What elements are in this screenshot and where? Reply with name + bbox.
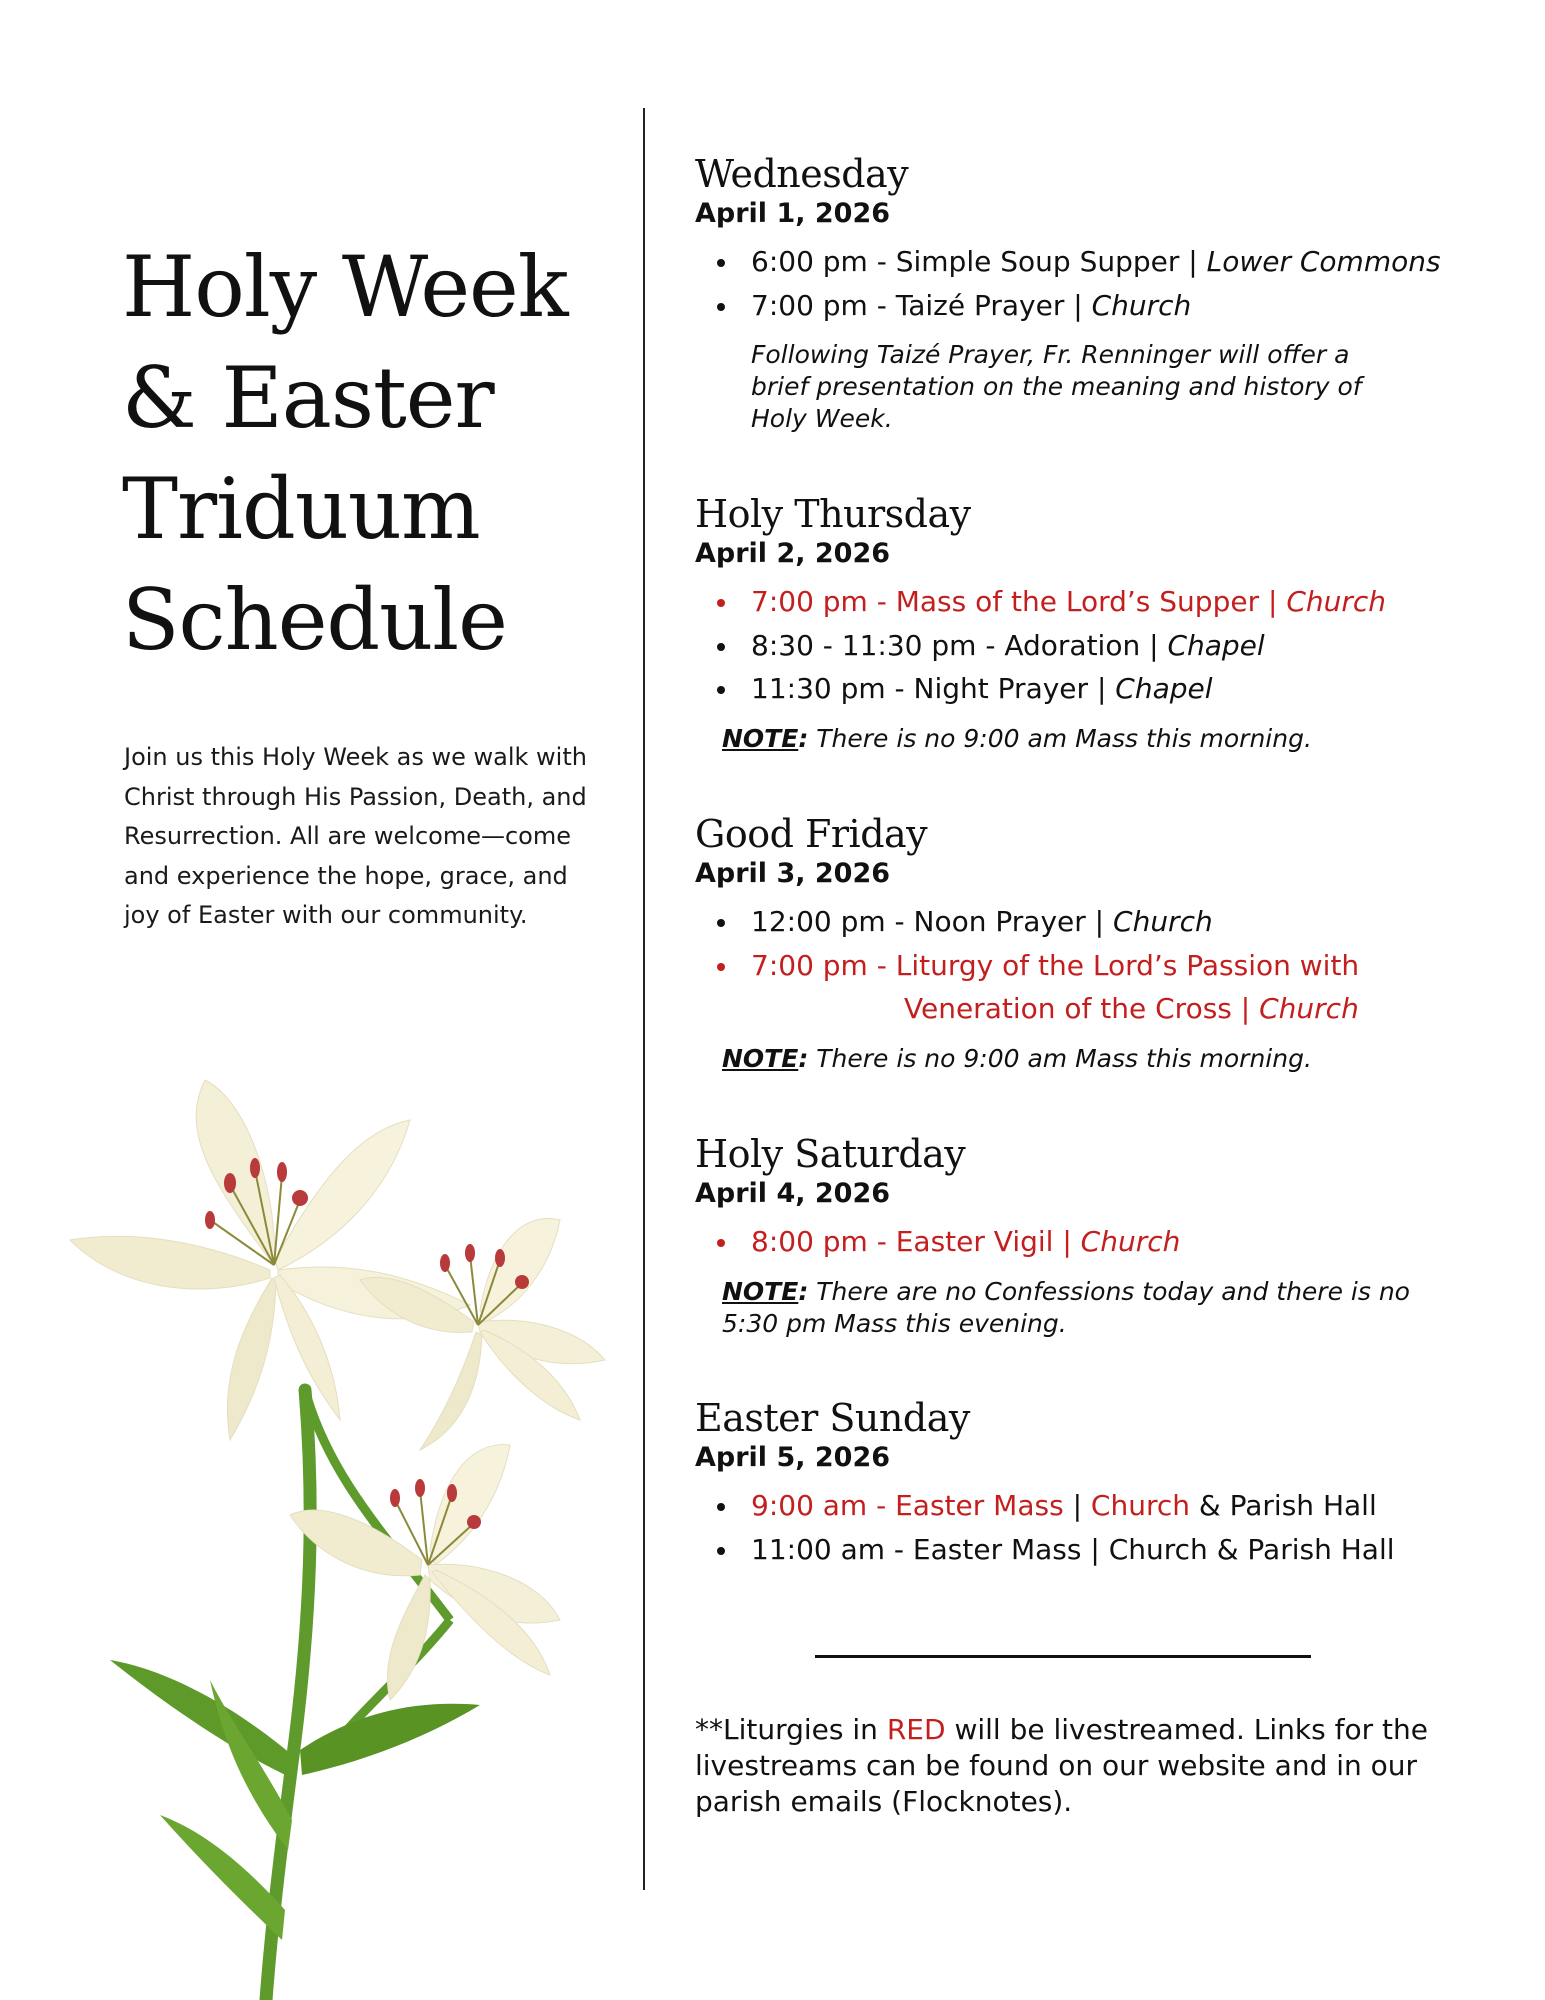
- section-rule: [815, 1655, 1311, 1658]
- lily-illustration: [60, 1060, 620, 2000]
- bullet-dot-icon: [717, 303, 725, 311]
- day-date: April 1, 2026: [695, 198, 891, 229]
- event-item: [695, 900, 1495, 944]
- event-continuation-text: Veneration of the Cross |: [904, 992, 1260, 1025]
- event-text: 8:00 pm - Easter Vigil |: [751, 1225, 1081, 1258]
- event-continuation: [751, 987, 1495, 1031]
- bullet-dot-icon: [717, 1503, 725, 1511]
- event-location: Church: [1286, 585, 1387, 618]
- event-item: [695, 624, 1495, 668]
- note-label: NOTE: [722, 1043, 799, 1073]
- title-line-2: & Easter: [122, 349, 494, 447]
- title-line-1: Holy Week: [122, 238, 568, 336]
- event-item-livestreamed: [695, 944, 1495, 1031]
- footnote-after: will be livestreamed. Links for the livestreams can be found on our website and in our parish emails (Flocknotes).: [695, 1713, 1428, 1818]
- bullet-dot-icon: [717, 686, 725, 694]
- event-location: Church: [1090, 1489, 1190, 1522]
- day-note: NOTE: There is no 9:00 am Mass this morning.: [722, 723, 1312, 753]
- day-name: Good Friday: [695, 812, 928, 856]
- note-label: NOTE: [722, 1276, 799, 1306]
- event-text: 11:00 am - Easter Mass | Church & Parish Hall: [751, 1532, 1395, 1566]
- footnote-before: **Liturgies in: [695, 1713, 887, 1746]
- day-note: NOTE: There are no Confessions today and there is no 5:30 pm Mass this evening.: [722, 1276, 1410, 1338]
- livestream-footnote: [695, 1712, 1455, 1820]
- bullet-dot-icon: [717, 1239, 725, 1247]
- event-location: Church: [1259, 992, 1359, 1025]
- day-wednesday: [695, 152, 1495, 435]
- footnote-red-word: RED: [886, 1713, 946, 1746]
- event-item-livestreamed: [695, 1484, 1495, 1528]
- day-note: NOTE: There is no 9:00 am Mass this morning.: [722, 1043, 1312, 1073]
- event-item: [695, 284, 1495, 328]
- event-list: [695, 1484, 1495, 1571]
- event-item: [695, 240, 1495, 284]
- day-date: April 3, 2026: [695, 858, 891, 889]
- note-text: There are no Confessions today and there is no 5:30 pm Mass this evening.: [722, 1276, 1410, 1338]
- title-line-3: Triduum: [122, 460, 480, 558]
- event-location: Church: [1080, 1225, 1181, 1258]
- day-name: Easter Sunday: [695, 1396, 970, 1440]
- day-easter-sunday: [695, 1396, 1495, 1571]
- day-date: April 4, 2026: [695, 1178, 891, 1209]
- event-location: Lower Commons: [1206, 245, 1441, 278]
- page-title: [122, 232, 568, 676]
- event-text: 7:00 pm - Mass of the Lord’s Supper |: [751, 585, 1287, 618]
- day-holy-saturday: [695, 1132, 1495, 1340]
- event-separator: |: [1063, 1489, 1091, 1522]
- bullet-dot-icon: [717, 643, 725, 651]
- note-label: NOTE: [722, 723, 799, 753]
- event-text: 8:30 - 11:30 pm - Adoration |: [751, 628, 1168, 662]
- event-list: [695, 240, 1495, 327]
- event-text: 7:00 pm - Taizé Prayer |: [751, 288, 1092, 322]
- event-item-livestreamed: [695, 1220, 1495, 1264]
- day-date: April 5, 2026: [695, 1442, 891, 1473]
- note-text: There is no 9:00 am Mass this morning.: [816, 1043, 1312, 1073]
- event-location: Church: [1091, 288, 1192, 322]
- title-line-4: Schedule: [122, 571, 507, 669]
- day-holy-thursday: [695, 492, 1495, 755]
- event-text: 7:00 pm - Liturgy of the Lord’s Passion with: [751, 948, 1360, 982]
- event-text: 6:00 pm - Simple Soup Supper |: [751, 245, 1207, 278]
- event-list: [695, 580, 1495, 711]
- event-text: 11:30 pm - Night Prayer |: [751, 672, 1116, 705]
- bullet-dot-icon: [717, 919, 725, 927]
- event-text: 9:00 am - Easter Mass: [751, 1489, 1064, 1522]
- day-name: Holy Thursday: [695, 492, 971, 536]
- event-list: [695, 900, 1495, 1031]
- event-item-livestreamed: [695, 580, 1495, 624]
- event-location: Chapel: [1167, 628, 1265, 662]
- event-location: Chapel: [1115, 672, 1213, 705]
- event-text: 12:00 pm - Noon Prayer |: [751, 905, 1114, 938]
- bullet-dot-icon: [717, 963, 725, 971]
- event-item: [695, 1528, 1495, 1572]
- event-item: [695, 667, 1495, 711]
- day-date: April 2, 2026: [695, 538, 891, 569]
- day-name: Wednesday: [695, 152, 909, 196]
- event-location-suffix: & Parish Hall: [1190, 1489, 1377, 1522]
- bullet-dot-icon: [717, 259, 725, 267]
- note-text: There is no 9:00 am Mass this morning.: [816, 723, 1312, 753]
- event-location: Church: [1113, 905, 1213, 938]
- day-good-friday: [695, 812, 1495, 1075]
- bullet-dot-icon: [717, 1547, 725, 1555]
- event-list: [695, 1220, 1495, 1264]
- day-name: Holy Saturday: [695, 1132, 966, 1176]
- event-description: Following Taizé Prayer, Fr. Renninger will offer a brief presentation on the meaning and history of Holy Week.: [751, 340, 1362, 433]
- bullet-dot-icon: [717, 599, 725, 607]
- column-divider: [643, 108, 645, 1890]
- intro-paragraph: Join us this Holy Week as we walk with Christ through His Passion, Death, and Resurrection. All are welcome—come and experience the hope, grace, and joy of Easter with our community.: [124, 743, 587, 929]
